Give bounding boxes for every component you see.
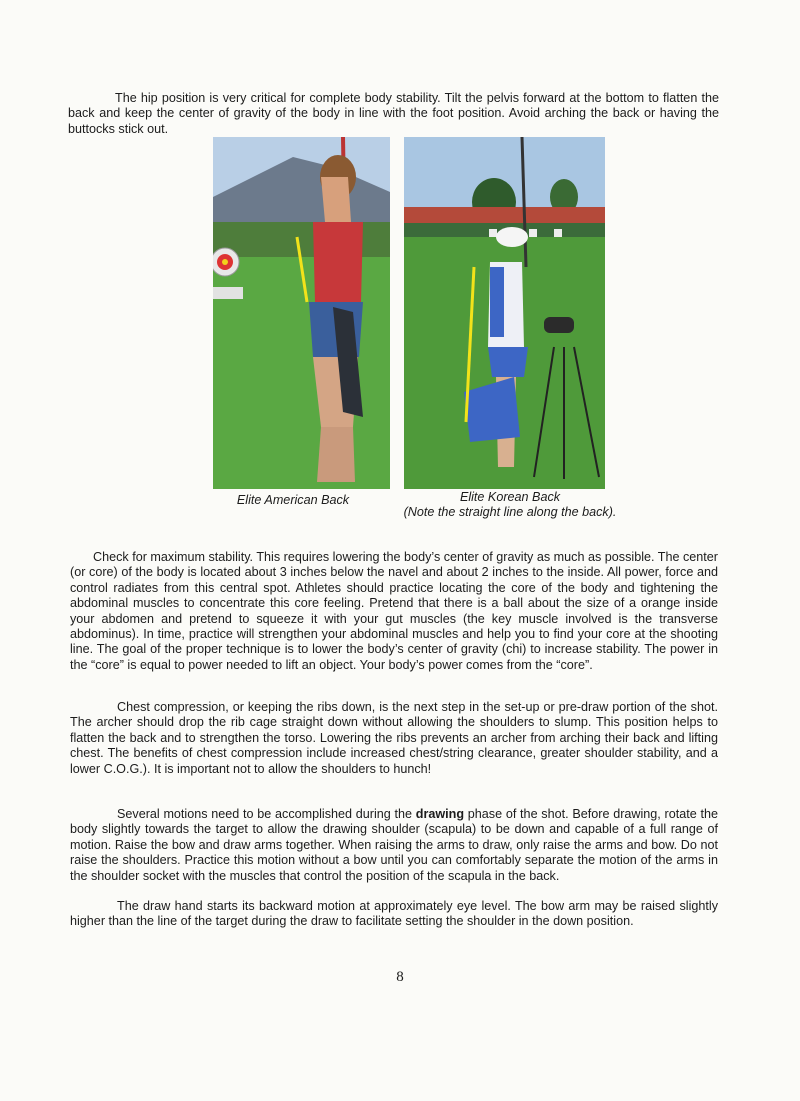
- drawing-bold-term: drawing: [415, 807, 465, 821]
- paragraph-hip-position: The hip position is very critical for complete body stability. Tilt the pelvis forward at the bottom to flatten the back and keep the center of gravity of the body in line with the foot position. Avoid arching the back or having the buttocks stick out.: [68, 91, 719, 136]
- paragraph-drawing-phase: [70, 807, 718, 884]
- drawing-text-end: phase of the shot. Before drawing, rotate the body slightly towards the target to allow the drawing shoulder (scapula) to be down and capable of a full range of motion. Raise the bow and draw arms together. When raising the arms to draw, only raise the arms and bow. Do not raise the shoulders. Practice this motion without a bow until you can comfortably separate the motion of the arms in the shoulder socket with the muscles that control the position of the scapula in the back.: [70, 807, 718, 883]
- paragraph-chest-compression: Chest compression, or keeping the ribs down, is the next step in the set-up or pre-draw portion of the shot. The archer should drop the rib cage straight down without allowing the shoulders to slump. This position helps to flatten the back and to strengthen the torso. Lowering the ribs prevents an archer from arching their back and lifting chest. The benefits of chest compression include increased chest/string clearance, greater shoulder stability, and a lower C.O.G.). It is important not to allow the shoulders to hunch!: [70, 700, 718, 776]
- caption-american-back: Elite American Back: [236, 493, 350, 507]
- photo-elite-korean-back: [404, 137, 605, 489]
- caption-korean-back-note: (Note the straight line along the back).: [403, 505, 617, 519]
- photo-elite-american-back: [213, 137, 390, 489]
- drawing-text-start: Several motions need to be accomplished during the: [117, 807, 416, 821]
- caption-korean-back-title: Elite Korean Back: [459, 490, 561, 504]
- page-number: 8: [396, 969, 404, 985]
- paragraph-core-stability: Check for maximum stability. This requires lowering the body’s center of gravity as much as possible. The center (or core) of the body is located about 3 inches below the navel and about 2 inches to the inside. All power, force and control radiates from this central spot. Athletes should practice locating the core of the body and tightening the abdominal muscles to concentrate this core feeling. Pretend that there is a ball about the size of a orange inside your abdomen and pretend to squeeze it with your gut muscles (the key muscle involved is the transverse abdominus). In time, practice will strengthen your abdominal muscles and help you to find your core at the shooting line. The goal of the proper technique is to lower the body’s center of gravity (chi) to increase stability. The power in the “core” is equal to power needed to lift an object. Your body’s power comes from the “core”.: [70, 550, 718, 672]
- caption-korean-back: [390, 490, 630, 520]
- paragraph-draw-hand: The draw hand starts its backward motion at approximately eye level. The bow arm may be raised slightly higher than the line of the target during the draw to facilitate setting the shoulder in the down position.: [70, 899, 718, 929]
